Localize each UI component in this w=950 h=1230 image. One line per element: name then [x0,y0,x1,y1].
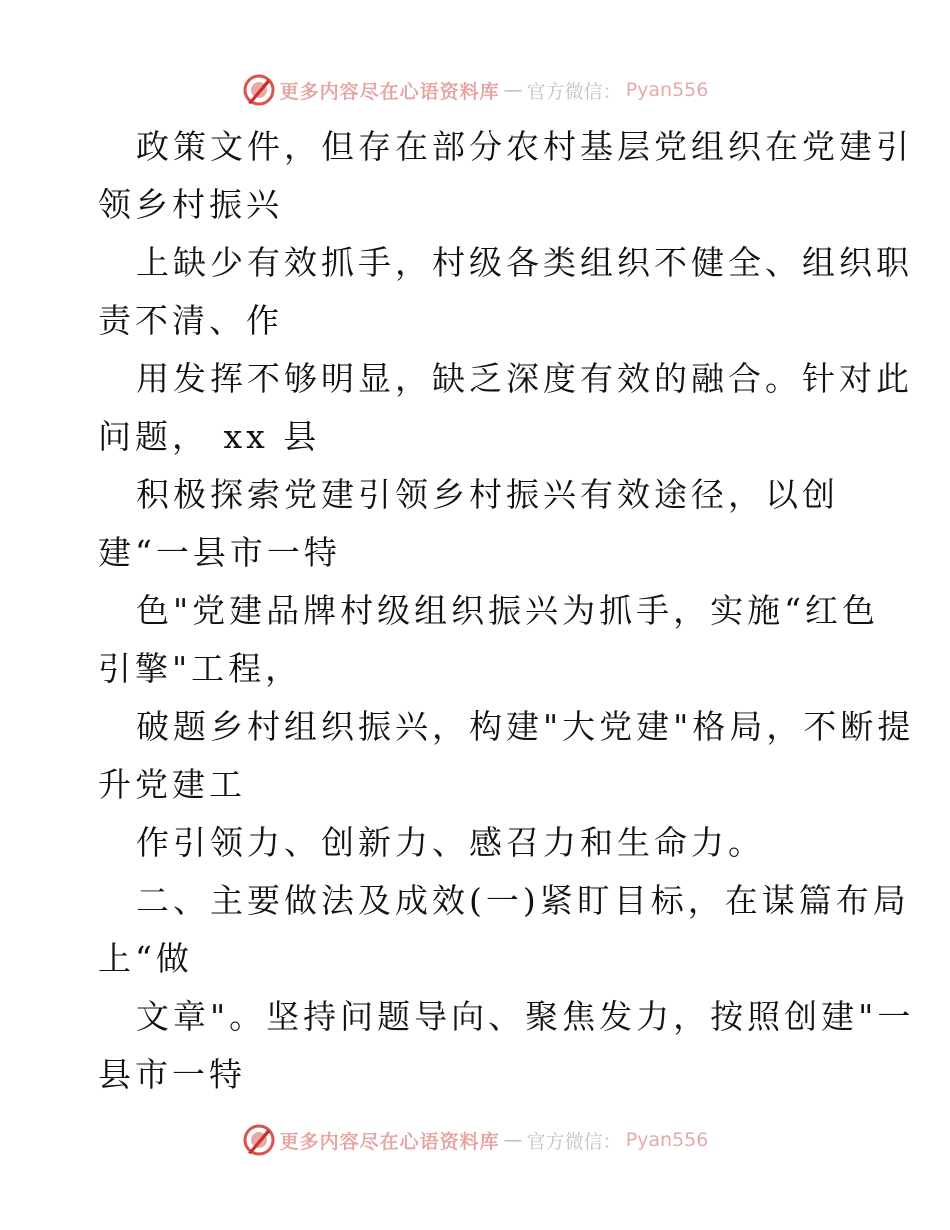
paragraph-line-continued: 引擎"工程， [98,649,303,688]
watermark-wechat-id: Pyan556 [625,1129,709,1151]
paragraph-line-continued: 责不清、作 [98,301,283,340]
paragraph-line-continued: 问题， xx 县 [98,417,321,456]
watermark-wechat-id: Pyan556 [625,79,709,101]
paragraph-line-continued: 县市一特 [98,1055,246,1094]
document-body [98,118,915,1104]
paragraph-line: 二、主要做法及成效(一)紧盯目标，在谋篇布局 [136,881,910,920]
watermark-dash: — [503,1129,523,1151]
paragraph-line: 上缺少有效抓手，村级各类组织不健全、组织职 [136,243,913,282]
paragraph [98,350,913,466]
watermark-wechat-label: 官方微信： [526,1130,622,1153]
paragraph-line: 政策文件，但存在部分农村基层党组织在党建引 [136,127,913,166]
header-watermark [0,70,950,110]
paragraph-line-continued: 建“一县市一特 [98,533,341,572]
paragraph [98,466,858,582]
paragraph-line: 用发挥不够明显，缺乏深度有效的融合。针对此 [136,359,913,398]
watermark-brand: 更多内容尽在心语资料库 [279,1130,500,1153]
paragraph [98,582,880,698]
paragraph [98,814,858,872]
paragraph [98,988,915,1104]
paragraph-line: 色"党建品牌村级组织振兴为抓手，实施“红色 [136,591,880,630]
paragraph-line: 积极探索党建引领乡村振兴有效途径，以创 [136,475,839,514]
paragraph-line: 作引领力、创新力、感召力和生命力。 [136,823,765,862]
quill-seal-icon [242,1123,276,1157]
paragraph-line-continued: 上“做 [98,939,193,978]
paragraph [98,234,913,350]
paragraph-line: 文章"。坚持问题导向、聚焦发力，按照创建"一 [136,997,915,1036]
paragraph-line-continued: 领乡村振兴 [98,185,283,224]
paragraph [98,698,915,814]
watermark-brand: 更多内容尽在心语资料库 [279,80,500,103]
watermark-wechat-label: 官方微信： [526,80,622,103]
paragraph-line: 破题乡村组织振兴，构建"大党建"格局，不断提 [136,707,915,746]
paragraph [98,118,913,234]
paragraph [98,872,910,988]
watermark-dash: — [503,79,523,101]
paragraph-line-continued: 升党建工 [98,765,246,804]
quill-seal-icon [242,73,276,107]
footer-watermark [0,1120,950,1160]
